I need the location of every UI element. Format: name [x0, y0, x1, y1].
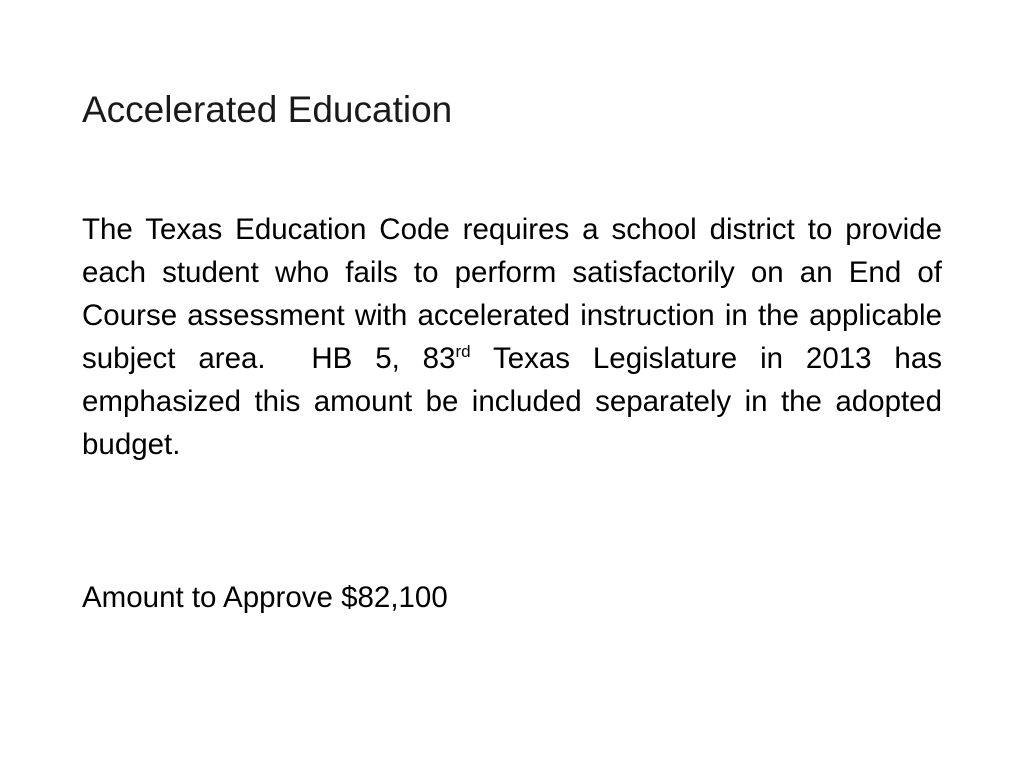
body-paragraph	[82, 208, 942, 466]
body-paragraph-part-1: The Texas Education Code requires a school district to provide each student who fails to perform satisfactorily on an End of Course assessment with accelerated instruction in the applicable subject area. HB 5, 83	[82, 213, 942, 375]
ordinal-superscript: rd	[455, 342, 471, 362]
slide-title: Accelerated Education	[82, 89, 453, 130]
amount-to-approve: Amount to Approve $82,100	[82, 581, 448, 614]
body-paragraph-part-2: Texas Legislature in 2013 has emphasized this amount be included separately in the adopted budget.	[82, 342, 942, 461]
